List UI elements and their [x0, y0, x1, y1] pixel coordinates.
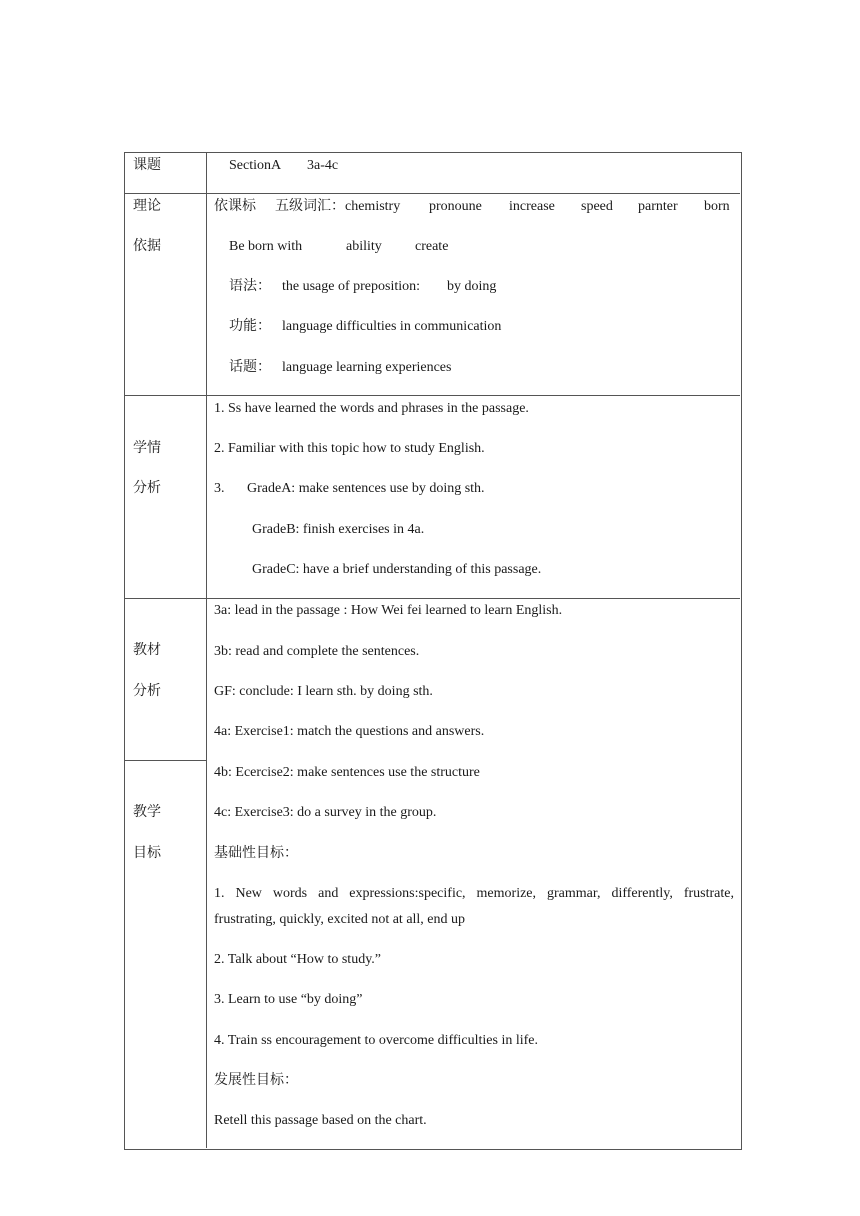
vocab-phrase: ability	[346, 239, 382, 254]
topic-range: 3a-4c	[307, 158, 339, 173]
material-line: 4b: Ecercise2: make sentences use the structure	[214, 765, 480, 780]
vocab-heading: 五级词汇：chemistry	[275, 199, 401, 214]
goal-line: 1. New words and expressions:specific, memorize, grammar, differently, frustrate,	[214, 886, 734, 901]
material-line: 4a: Exercise1: match the questions and answers.	[214, 724, 485, 739]
goal-line: 3. Learn to use “by doing”	[214, 992, 363, 1007]
goal-line: Retell this passage based on the chart.	[214, 1113, 427, 1128]
grammar-label: 语法：	[229, 279, 271, 294]
basic-goals-heading: 基础性目标：	[214, 846, 298, 861]
development-goals-heading: 发展性目标：	[214, 1073, 298, 1088]
learner-line: 2. Familiar with this topic how to study English.	[214, 441, 485, 456]
learner-label-1: 学情	[133, 441, 161, 456]
vocab-word: parnter	[638, 199, 678, 214]
label-row-divider	[124, 760, 206, 761]
material-label-1: 教材	[133, 643, 161, 658]
material-label-2: 分析	[133, 684, 161, 699]
grammar-extra: by doing	[447, 279, 497, 294]
vocab-word: born	[704, 199, 730, 214]
vocab-word: speed	[581, 199, 613, 214]
vocab-phrase: create	[415, 239, 449, 254]
topic-section: SectionA	[229, 158, 282, 173]
vocab-phrase: Be born with	[229, 239, 303, 254]
function-label: 功能：	[229, 319, 271, 334]
grammar-text: the usage of preposition:	[282, 279, 421, 294]
goal-line: frustrating, quickly, excited not at all, end up	[214, 912, 466, 927]
learner-line: 1. Ss have learned the words and phrases in the passage.	[214, 401, 529, 416]
function-text: language difficulties in communication	[282, 319, 502, 334]
learner-line: GradeB: finish exercises in 4a.	[252, 522, 425, 537]
topic-label: 课题	[133, 158, 161, 173]
material-line: 4c: Exercise3: do a survey in the group.	[214, 805, 437, 820]
goals-label-2: 目标	[133, 846, 161, 861]
vocab-word: increase	[509, 199, 555, 214]
goal-line: 2. Talk about “How to study.”	[214, 952, 381, 967]
learner-line-number: 3.	[214, 481, 225, 496]
vocab-word: pronoune	[429, 199, 482, 214]
vocab-prefix: 依课标	[214, 199, 256, 214]
row-divider	[124, 193, 740, 194]
material-line: GF: conclude: I learn sth. by doing sth.	[214, 684, 433, 699]
theory-label-2: 依据	[133, 239, 161, 254]
column-divider	[206, 152, 207, 1148]
goal-line: 4. Train ss encouragement to overcome difficulties in life.	[214, 1033, 539, 1048]
topic-sub-label: 话题：	[229, 360, 271, 375]
theory-label-1: 理论	[133, 199, 161, 214]
material-line: 3a: lead in the passage : How Wei fei learned to learn English.	[214, 603, 563, 618]
learner-line: GradeA: make sentences use by doing sth.	[247, 481, 485, 496]
material-line: 3b: read and complete the sentences.	[214, 644, 420, 659]
goals-label-1: 教学	[133, 805, 161, 820]
topic-sub-text: language learning experiences	[282, 360, 452, 375]
row-divider	[124, 598, 740, 599]
row-divider	[124, 395, 740, 396]
learner-line: GradeC: have a brief understanding of this passage.	[252, 562, 542, 577]
learner-label-2: 分析	[133, 481, 161, 496]
